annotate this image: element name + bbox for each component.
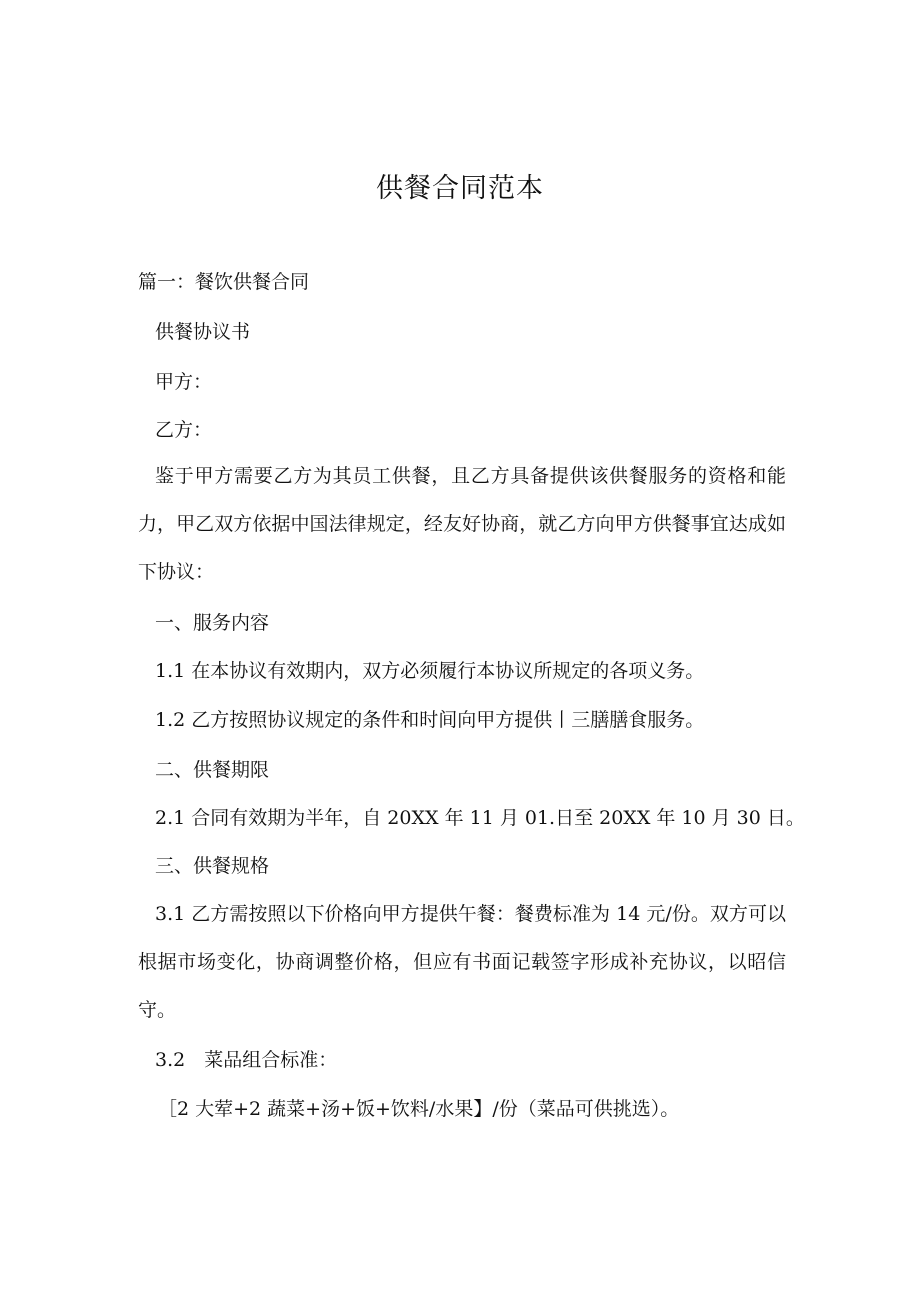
clause-3-2-detail: ［2 大荤+2 蔬菜+汤+饭+饮料/水果】/份（菜品可供挑选）。 bbox=[158, 1098, 680, 1120]
section-3-heading: 三、供餐规格 bbox=[155, 855, 270, 877]
clause-3-2: 3.2 菜品组合标准： bbox=[155, 1049, 338, 1071]
clause-1-2: 1.2 乙方按照协议规定的条件和时间向甲方提供丨三膳膳食服务。 bbox=[155, 709, 705, 731]
clause-3-1: 3.1 乙方需按照以下价格向甲方提供午餐：餐费标准为 14 元/份。双方可以根据市场变化，协商调整价格，但应有书面记载签字形成补充协议，以昭信守。 bbox=[138, 903, 786, 1021]
preamble-paragraph: 鉴于甲方需要乙方为其员工供餐，且乙方具备提供该供餐服务的资格和能力，甲乙双方依据中国法律规定，经友好协商，就乙方向甲方供餐事宜达成如下协议： bbox=[138, 465, 786, 583]
section-2-heading: 二、供餐期限 bbox=[155, 759, 270, 781]
section-1-heading: 一、服务内容 bbox=[155, 612, 270, 634]
document-title: 供餐合同范本 bbox=[376, 173, 544, 204]
party-a-label: 甲方： bbox=[155, 371, 213, 393]
clause-2-1: 2.1 合同有效期为半年，自 20XX 年 11 月 01.日至 20XX 年 10 月 30 日。 bbox=[155, 807, 805, 829]
party-b-label: 乙方： bbox=[155, 419, 213, 441]
section-heading: 篇一：餐饮供餐合同 bbox=[138, 271, 310, 293]
clause-1-1: 1.1 在本协议有效期内，双方必须履行本协议所规定的各项义务。 bbox=[155, 660, 705, 682]
agreement-subtitle: 供餐协议书 bbox=[155, 321, 251, 343]
